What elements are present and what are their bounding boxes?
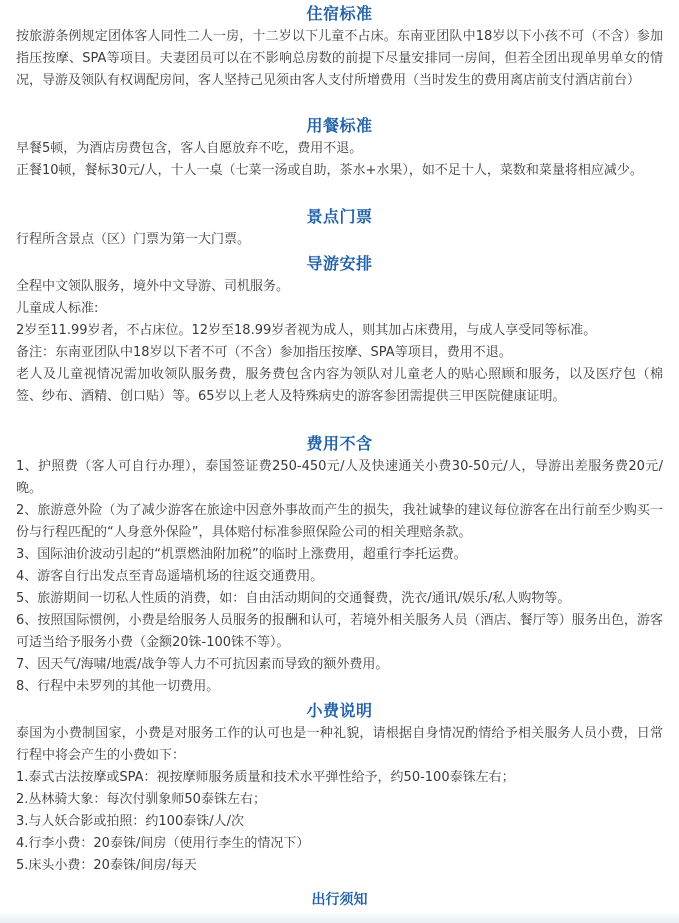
list-item: 1.泰式古法按摩或SPA：视按摩师服务质量和技术水平弹性给予，约50-100泰铢左右； [16, 770, 515, 785]
list-item: 8、行程中未罗列的其他一切费用。 [16, 679, 220, 694]
section-guide [0, 254, 679, 408]
paragraph: 2岁至11.99岁者，不占床位。12岁至18.99岁者视为成人，则其加占床费用，与成人享受同等标准。 [16, 323, 597, 338]
section-title-travel-notice: 出行须知 [311, 892, 368, 908]
list-item: 5、旅游期间一切私人性质的消费，如：自由活动期间的交通餐费，洗衣/通讯/娱乐/私人购物等。 [16, 591, 571, 606]
list-item: 6、按照国际惯例，小费是给服务人员服务的报酬和认可，若境外相关服务人员（酒店、餐厅等）服务出色，游客可适当给予服务小费（金额20铢-100铢不等）。 [16, 613, 663, 650]
section-title-tickets: 景点门票 [306, 207, 373, 226]
paragraph: 老人及儿童视情况需加收领队服务费，服务费包含内容为领队对儿童老人的贴心照顾和服务，以及医疗包（棉签、纱布、酒精、创口贴）等。65岁以上老人及特殊病史的游客参团需提供三甲医院健康证明。 [16, 367, 663, 404]
paragraph: 正餐10顿，餐标30元/人，十人一桌（七菜一汤或自助，茶水+水果），如不足十人，菜数和菜量将相应减少。 [16, 163, 643, 178]
list-item: 3、国际油价波动引起的“机票燃油附加税”的临时上涨费用，超重行李托运费。 [16, 547, 467, 562]
section-divider [0, 911, 679, 923]
section-title-accommodation: 住宿标准 [306, 4, 373, 23]
section-title-tips: 小费说明 [306, 701, 373, 720]
section-title-meals: 用餐标准 [306, 116, 373, 135]
paragraph: 全程中文领队服务，境外中文导游、司机服务。 [16, 279, 290, 294]
list-item: 7、因天气/海啸/地震/战争等人力不可抗因素而导致的额外费用。 [16, 657, 389, 672]
section-tickets [0, 207, 679, 251]
list-item: 2.丛林骑大象：每次付驯象师50泰铢左右； [16, 792, 266, 807]
section-accommodation [0, 4, 679, 92]
paragraph: 按旅游条例规定团体客人同性二人一房，十二岁以下儿童不占床。东南亚团队中18岁以下小孩不可（不含）参加指压按摩、SPA等项目。夫妻团员可以在不影响总房数的前提下尽量安排同一房间，但若全团出现单男单女的情况，导游及领队有权调配房间，客人坚持己见须由客人支付所增费用（当时发生的费用离店前支付酒店前台） [16, 29, 663, 88]
paragraph: 行程所含景点（区）门票为第一大门票。 [16, 232, 251, 247]
list-item: 2、旅游意外险（为了减少游客在旅途中因意外事故而产生的损失，我社诚挚的建议每位游客在出行前至少购买一份与行程匹配的“人身意外保险”，具体赔付标准参照保险公司的相关理赔条款。 [16, 503, 663, 540]
list-item: 1、护照费（客人可自行办理），泰国签证费250-450元/人及快速通关小费30-50元/人，导游出差服务费20元/晚。 [16, 459, 663, 496]
section-title-guide: 导游安排 [306, 254, 373, 273]
list-item: 4.行李小费：20泰铢/间房（使用行李生的情况下） [16, 836, 310, 851]
paragraph: 儿童成人标准: [16, 301, 99, 316]
section-tips [0, 701, 679, 877]
section-title-exclusions: 费用不含 [306, 434, 373, 453]
list-item: 5.床头小费：20泰铢/间房/每天 [16, 858, 197, 873]
list-item: 3.与人妖合影或拍照：约100泰铢/人/次 [16, 814, 244, 829]
section-meals [0, 116, 679, 182]
list-item: 4、游客自行出发点至青岛遥墙机场的往返交通费用。 [16, 569, 324, 584]
paragraph: 早餐5顿，为酒店房费包含，客人自愿放弃不吃，费用不退。 [16, 141, 363, 156]
paragraph: 泰国为小费制国家，小费是对服务工作的认可也是一种礼貌，请根据自身情况酌情给予相关服务人员小费，日常行程中将会产生的小费如下： [16, 726, 663, 763]
section-exclusions [0, 434, 679, 698]
section-travel-notice [0, 890, 679, 910]
paragraph: 备注：东南亚团队中18岁以下者不可（不含）参加指压按摩、SPA等项目，费用不退。 [16, 345, 512, 360]
